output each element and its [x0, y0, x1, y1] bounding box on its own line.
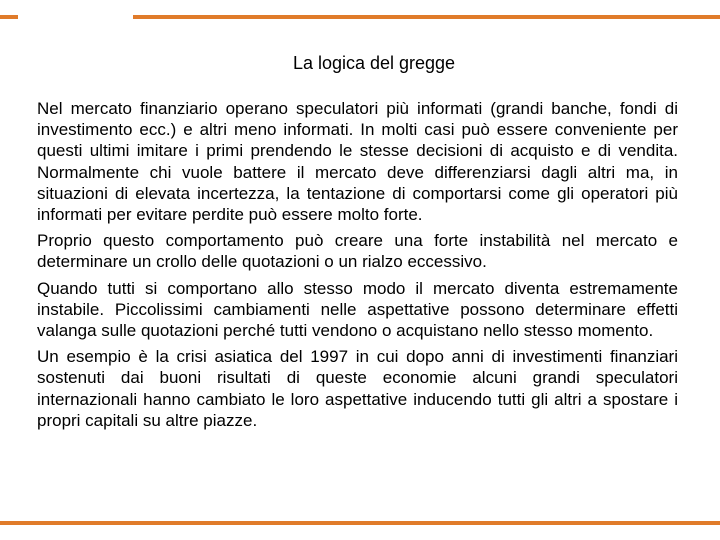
paragraph-4: Un esempio è la crisi asiatica del 1997 in cui dopo anni di investimenti finanziari sostenuti dai buoni risultati di queste economie alcuni grandi speculatori internazionali hanno cambiato le loro aspettative inducendo tutti gli altri a spostare i propri capitali su altre piazze.: [37, 347, 678, 430]
slide-title: La logica del gregge: [292, 53, 456, 73]
slide-body: [37, 98, 678, 436]
top-divider-gap: [18, 15, 133, 19]
paragraph-2: Proprio questo comportamento può creare una forte instabilità nel mercato e determinare un crollo delle quotazioni o un rialzo eccessivo.: [37, 231, 678, 272]
bottom-divider: [0, 521, 720, 525]
paragraph-3: Quando tutti si comportano allo stesso modo il mercato diventa estremamente instabile. Piccolissimi cambiamenti nelle aspettative possono determinare effetti valanga sulle quotazioni perché tutti vendono o acquistano nello stesso momento.: [37, 278, 678, 341]
paragraph-1: Nel mercato finanziario operano speculatori più informati (grandi banche, fondi di investimento ecc.) e altri meno informati. In molti casi può essere conveniente per questi ultimi imitare i primi prendendo le stesse decisioni di acquisto e di vendita. Normalmente chi vuole battere il mercato deve differenziarsi dagli altri ma, in situazioni di elevata incertezza, la tentazione di comportarsi come gli operatori più informati per evitare perdite può essere molto forte.: [37, 99, 678, 225]
